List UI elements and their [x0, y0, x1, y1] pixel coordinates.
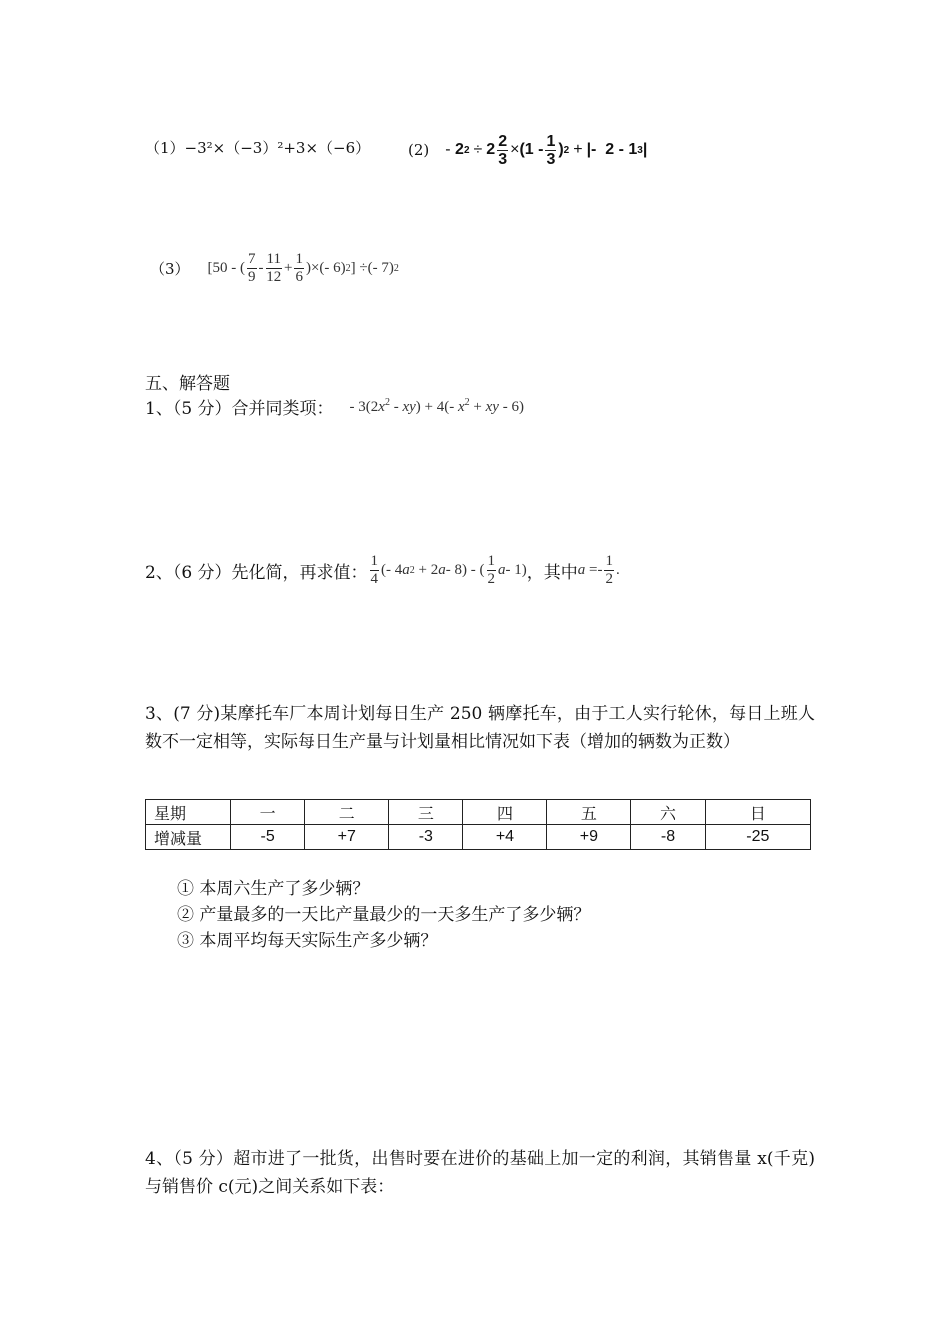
problem-1-text: （1）−3²×（−3）²+3×（−6） — [145, 139, 371, 157]
problem-3-label: （3） — [150, 259, 190, 278]
table-header-change: 增减量 — [146, 825, 231, 850]
question-2-condition: ，其中 — [526, 562, 578, 583]
table-cell: 日 — [705, 800, 810, 825]
sub-question-3: ③ 本周平均每天实际生产多少辆？ — [177, 931, 438, 951]
question-1 — [145, 394, 524, 419]
problem-1 — [145, 137, 370, 158]
table-cell: +9 — [547, 825, 631, 850]
problem-2-label: (2) — [408, 141, 430, 159]
table-cell: 五 — [547, 800, 631, 825]
table-cell: +7 — [305, 825, 389, 850]
table-cell: 四 — [463, 800, 547, 825]
question-1-text: 1、（5 分）合并同类项： — [145, 399, 334, 419]
problem-3 — [150, 246, 399, 290]
table-row — [146, 825, 811, 850]
section-title: 五、解答题 — [145, 374, 230, 394]
question-3-text: 3、(7 分)某摩托车厂本周计划每日生产 250 辆摩托车，由于工人实行轮休，每日上班人数不一定相等，实际每日生产量与计划量相比情况如下表（增加的辆数为正数） — [145, 704, 815, 752]
table-cell: -5 — [231, 825, 305, 850]
problem-2 — [408, 128, 647, 172]
table-cell: 三 — [389, 800, 463, 825]
table-cell: 六 — [631, 800, 705, 825]
table-row — [146, 800, 811, 825]
question-2-expression: $\frac{1}{4}$ (- 4 a 2 + 2 a - 8) - ( $\frac{1}{2}$ a - 1) — [370, 552, 527, 587]
question-4-text: 4、（5 分）超市进了一批货，出售时要在进价的基础上加一定的利润，其销售量 x(千克)与销售价 c(元)之间关系如下表： — [145, 1149, 815, 1197]
table-cell: +4 — [463, 825, 547, 850]
table-cell: -8 — [631, 825, 705, 850]
table-cell: -3 — [389, 825, 463, 850]
sub-question-2: ② 产量最多的一天比产量最少的一天多生产了多少辆？ — [177, 905, 591, 925]
table-cell: -25 — [705, 825, 810, 850]
problem-3-expression: [50 - ( $\frac{7}{9}$ - $\frac{11}{12}$ + $\frac{1}{6}$ )×(- 6) 2 ] ÷(- 7) 2 — [207, 250, 399, 285]
table-header-day: 星期 — [146, 800, 231, 825]
question-2 — [145, 548, 620, 592]
problem-2-expression: - 2 2 ÷ 2 $\frac{2}{3}$ × (1 - $\frac{1}{3}$ ) 2 + |- 2 - 1 3 | — [445, 132, 648, 168]
question-2-value: a =- $\frac{1}{2}$ . — [577, 552, 620, 587]
table-cell: 二 — [305, 800, 389, 825]
production-table — [145, 799, 811, 850]
question-1-expression: - $3(2x^2 - xy) + 4(-$ $x^2$ + xy - 6) — [349, 397, 524, 415]
sub-question-1: ① 本周六生产了多少辆？ — [177, 879, 370, 899]
table-cell: 一 — [231, 800, 305, 825]
question-2-text: 2、（6 分）先化简，再求值： — [145, 562, 368, 583]
